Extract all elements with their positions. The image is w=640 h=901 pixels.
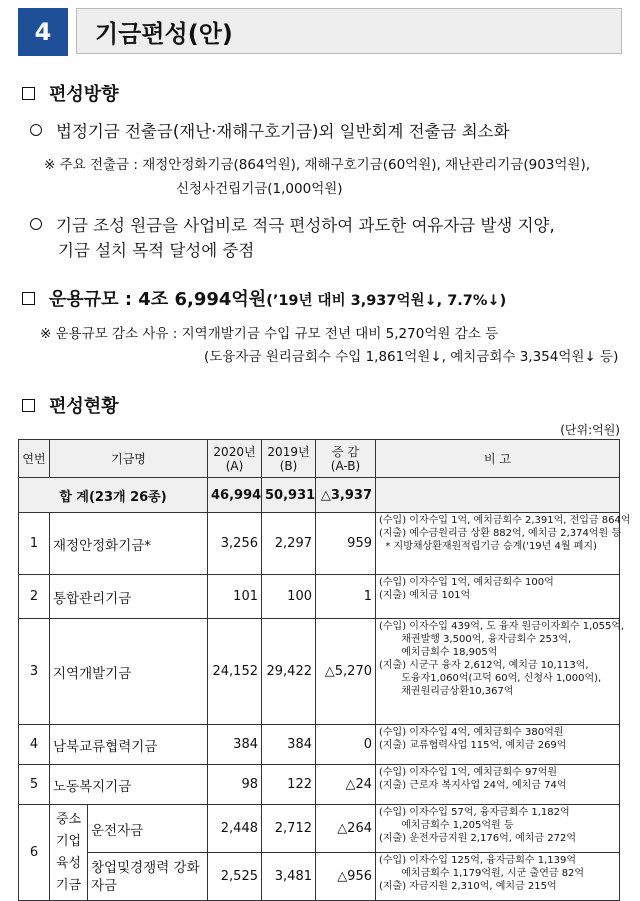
square-bullet-icon <box>22 292 35 305</box>
circle-bullet-icon <box>30 218 42 230</box>
row-a: 384 <box>208 725 262 765</box>
row-remark <box>376 619 625 725</box>
bullet-1: 법정기금 전출금(재난·재해구호기금)외 일반회계 전출금 최소화 <box>30 118 510 142</box>
row-diff: 1 <box>316 575 376 619</box>
header-diff: 증 감 (A-B) <box>316 440 376 478</box>
table-row <box>19 513 620 575</box>
table-row <box>19 619 620 725</box>
row-a: 2,525 <box>208 853 262 901</box>
section-number: 4 <box>18 8 68 56</box>
remark-line: 예치금회수 1,179억원, 시군 출연금 82억 <box>379 868 585 879</box>
table-row <box>19 805 620 853</box>
row-no: 1 <box>19 513 50 575</box>
remark-line: (지출) 운전자금지원 2,176억, 예치금 272억 <box>379 833 576 844</box>
row-a: 2,448 <box>208 805 262 853</box>
remark-line: (지출) 예수금원리금 상환 882억, 예치금 2,374억원 등 <box>379 528 621 539</box>
remark-line: (지출) 교류협력사업 115억, 예치금 269억 <box>379 740 567 751</box>
row-diff: 0 <box>316 725 376 765</box>
row-b: 100 <box>262 575 316 619</box>
bullet-2-line1: 기금 조성 원금을 사업비로 적극 편성하여 과도한 여유자금 발생 지양, <box>30 212 555 236</box>
remark-line: (수입) 이자수입 4억, 예치금회수 380억원 <box>379 727 564 738</box>
remark-line: (수입) 이자수입 57억, 융자금회수 1,182억 <box>379 807 570 818</box>
total-row <box>19 478 620 513</box>
remark-line: 채권원리금상환10,367억 <box>379 686 514 697</box>
remark-line: (수입) 이자수입 439억, 도 융자 원금이자회수 1,055억, <box>379 621 625 632</box>
row-a: 101 <box>208 575 262 619</box>
total-a: 46,994 <box>208 478 262 513</box>
row-no: 3 <box>19 619 50 725</box>
remark-line: (지출) 근로자 복지사업 24억, 예치금 74억 <box>379 780 567 791</box>
row-name: 재정안정화기금* <box>50 513 208 575</box>
note-1-line1: ※ 주요 전출금 : 재정안정화기금(864억원), 재해구호기금(60억원), 재난관리기금(903억원), <box>44 157 591 173</box>
square-bullet-icon <box>22 399 35 412</box>
section-title: 기금편성(안) <box>76 8 622 54</box>
row-a: 24,152 <box>208 619 262 725</box>
heading-direction: 편성방향 <box>22 80 119 106</box>
row-diff: 959 <box>316 513 376 575</box>
remark-line: (지출) 예치금 101억 <box>379 590 471 601</box>
section-header <box>18 8 622 56</box>
row-diff: △264 <box>316 805 376 853</box>
header-2020: 2020년 (A) <box>208 440 262 478</box>
header-2019: 2019년 (B) <box>262 440 316 478</box>
remark-line: 예치금회수 1,205억원 등 <box>379 820 514 831</box>
row-remark <box>376 853 620 901</box>
row-diff: △24 <box>316 765 376 805</box>
row-b: 2,712 <box>262 805 316 853</box>
remark-line: 예치금회수 18,905억 <box>379 647 498 658</box>
fund-table <box>18 439 631 901</box>
row-name: 남북교류협력기금 <box>50 725 208 765</box>
remark-line: (지출) 시군구 융자 2,612억, 예치금 10,113억, <box>379 660 589 671</box>
row-remark <box>376 725 620 765</box>
table-row <box>19 853 620 901</box>
remark-line: (지출) 자금지원 2,310억, 예치금 215억 <box>379 881 557 892</box>
remark-line: 채권발행 3,500억, 융자금회수 253억, <box>379 634 572 645</box>
row-remark <box>376 513 631 575</box>
table-row <box>19 575 620 619</box>
row-remark <box>376 765 620 805</box>
row-remark <box>376 805 620 853</box>
row-b: 2,297 <box>262 513 316 575</box>
circle-bullet-icon <box>30 124 42 136</box>
heading-status: 편성현황 <box>22 392 119 418</box>
row-b: 29,422 <box>262 619 316 725</box>
row-name: 운전자금 <box>88 805 208 853</box>
row-a: 3,256 <box>208 513 262 575</box>
unit-label: (단위:억원) <box>560 423 620 437</box>
header-remark: 비 고 <box>376 440 620 478</box>
total-b: 50,931 <box>262 478 316 513</box>
row-no: 2 <box>19 575 50 619</box>
row-diff: △956 <box>316 853 376 901</box>
note-2-line1: ※ 운용규모 감소 사유 : 지역개발기금 수입 규모 전년 대비 5,270억원 감소 등 <box>40 326 499 342</box>
row-name: 통합관리기금 <box>50 575 208 619</box>
remark-line: 도융자1,060억(고덕 60억, 신청사 1,000억), <box>379 673 602 684</box>
table-row <box>19 725 620 765</box>
table-header-row <box>19 440 620 478</box>
total-diff: △3,937 <box>316 478 376 513</box>
note-1-line2: 신청사건립기금(1,000억원) <box>176 181 343 197</box>
row-name: 창업및경쟁력 강화자금 <box>88 853 208 901</box>
row-remark <box>376 575 620 619</box>
row-a: 98 <box>208 765 262 805</box>
row-no: 6 <box>19 805 50 901</box>
remark-line: * 지방채상환재원적립기금 승계('19년 4월 폐지) <box>379 541 597 552</box>
bullet-2-line2: 기금 설치 목적 달성에 중점 <box>58 241 255 260</box>
remark-line: (수입) 이자수입 125억, 융자금회수 1,139억 <box>379 855 576 866</box>
remark-line: (수입) 이자수입 1억, 예치금회수 97억원 <box>379 767 558 778</box>
row-group: 중소 기업 육성 기금 <box>50 805 88 901</box>
row-b: 384 <box>262 725 316 765</box>
remark-line: (수입) 이자수입 1억, 예치금회수 2,391억, 전입금 864억 <box>379 515 631 526</box>
row-name: 지역개발기금 <box>50 619 208 725</box>
heading-scale: 운용규모 : 4조 6,994억원(’19년 대비 3,937억원↓, 7.7%↓) <box>22 285 506 311</box>
remark-line: (수입) 이자수입 1억, 예치금회수 100억 <box>379 577 554 588</box>
square-bullet-icon <box>22 87 35 100</box>
header-no: 연번 <box>19 440 50 478</box>
header-name: 기금명 <box>50 440 208 478</box>
table-row <box>19 765 620 805</box>
row-b: 122 <box>262 765 316 805</box>
row-no: 5 <box>19 765 50 805</box>
row-name: 노동복지기금 <box>50 765 208 805</box>
row-b: 3,481 <box>262 853 316 901</box>
note-2-line2: (도융자금 원리금회수 수입 1,861억원↓, 예치금회수 3,354억원↓ 등) <box>204 349 619 365</box>
total-label: 합 계(23개 26종) <box>19 478 208 513</box>
row-no: 4 <box>19 725 50 765</box>
row-diff: △5,270 <box>316 619 376 725</box>
